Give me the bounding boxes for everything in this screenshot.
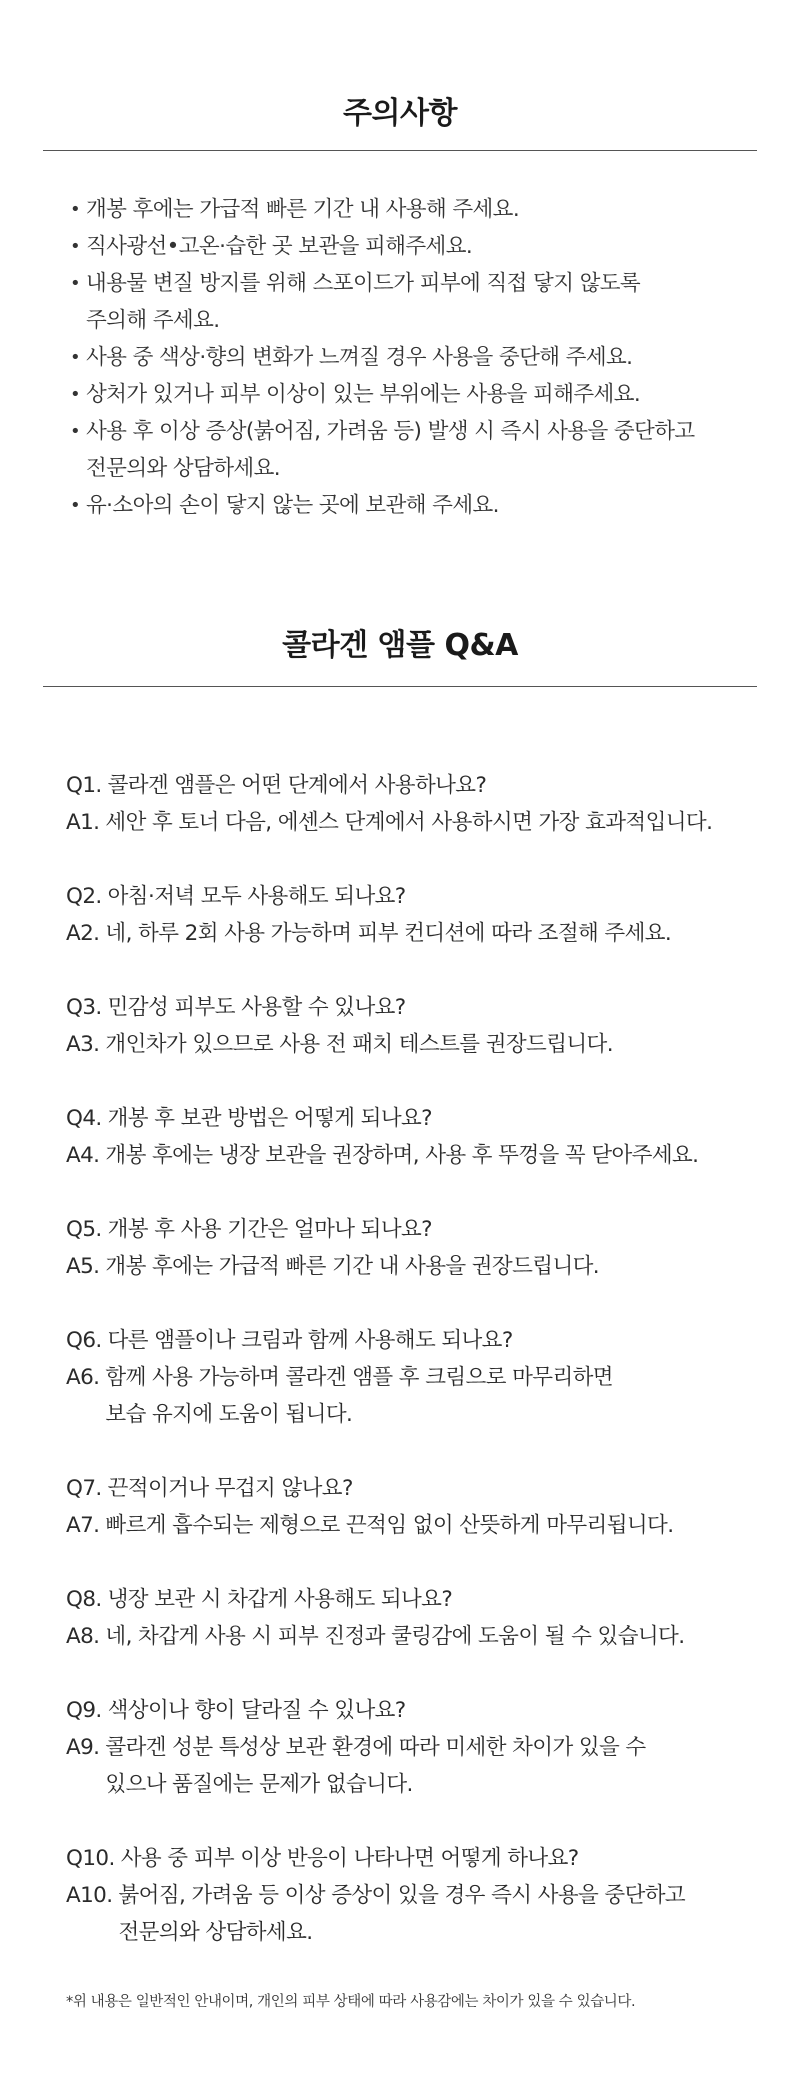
- qa-answer-number: A9.: [66, 1735, 100, 1760]
- qa-item: [66, 1840, 800, 1951]
- qa-answer-number: A8.: [66, 1624, 100, 1649]
- caution-item: [70, 265, 760, 339]
- qa-question-line: 색상이나 향이 달라질 수 있나요?: [107, 1698, 406, 1723]
- qa-answer-number: A3.: [66, 1032, 100, 1057]
- qa-question-line: 개봉 후 사용 기간은 얼마나 되나요?: [107, 1217, 432, 1242]
- caution-section-title: 주의사항: [343, 96, 457, 131]
- qa-question-line: 다른 앰플이나 크림과 함께 사용해도 되나요?: [107, 1328, 513, 1353]
- qa-question-number: Q10.: [66, 1846, 115, 1871]
- qa-answer-number: A2.: [66, 921, 100, 946]
- qa-answer: [66, 915, 800, 952]
- footnote: *위 내용은 일반적인 안내이며, 개인의 피부 상태에 따라 사용감에는 차이가 있을 수 있습니다.: [66, 1994, 636, 2010]
- caution-item: [70, 228, 760, 265]
- qa-answer: [66, 1026, 800, 1063]
- qa-answer-line: 네, 차갑게 사용 시 피부 진정과 쿨링감에 도움이 될 수 있습니다.: [105, 1624, 685, 1649]
- qa-answer-text: [105, 1137, 698, 1174]
- qa-question-text: [108, 989, 406, 1026]
- qa-answer: [66, 804, 800, 841]
- qa-question-text: [121, 1840, 579, 1877]
- qa-question-line: 냉장 보관 시 차갑게 사용해도 되나요?: [107, 1587, 453, 1612]
- caution-item-text: 직사광선•고온·습한 곳 보관을 피해주세요.: [86, 234, 473, 259]
- qa-question-text: [108, 1211, 432, 1248]
- qa-answer-number: A4.: [66, 1143, 100, 1168]
- qa-question-number: Q9.: [66, 1698, 102, 1723]
- qa-question-number: Q3.: [66, 995, 102, 1020]
- qa-question-number: Q8.: [66, 1587, 102, 1612]
- qa-item: [66, 1322, 800, 1433]
- qa-answer-text: [119, 1877, 686, 1951]
- qa-question: [66, 767, 800, 804]
- qa-question-text: [108, 878, 406, 915]
- caution-divider: [43, 150, 757, 151]
- bullet-icon: •: [70, 384, 81, 405]
- caution-item: [70, 191, 760, 228]
- qa-divider: [43, 686, 757, 687]
- qa-question-number: Q4.: [66, 1106, 102, 1131]
- qa-answer: [66, 1248, 800, 1285]
- qa-item: [66, 1211, 800, 1285]
- qa-answer-text: [105, 1618, 684, 1655]
- qa-item: [66, 767, 800, 841]
- bullet-icon: •: [70, 236, 81, 257]
- qa-answer-text: [105, 1026, 613, 1063]
- caution-item-text: 상처가 있거나 피부 이상이 있는 부위에는 사용을 피해주세요.: [86, 382, 641, 407]
- qa-answer: [66, 1507, 800, 1544]
- qa-answer-text: [105, 1248, 599, 1285]
- qa-question-text: [108, 1581, 453, 1618]
- qa-question: [66, 1211, 800, 1248]
- qa-question-line: 개봉 후 보관 방법은 어떻게 되나요?: [107, 1106, 432, 1131]
- caution-item: [70, 487, 760, 524]
- qa-question-text: [108, 1692, 406, 1729]
- qa-answer-line: 보습 유지에 도움이 됩니다.: [105, 1402, 353, 1427]
- qa-question: [66, 1470, 800, 1507]
- caution-item: [70, 413, 760, 487]
- qa-question-line: 민감성 피부도 사용할 수 있나요?: [107, 995, 406, 1020]
- qa-answer-line: 전문의와 상담하세요.: [118, 1920, 313, 1945]
- qa-answer-text: [105, 1729, 645, 1803]
- qa-answer-line: 개인차가 있으므로 사용 전 패치 테스트를 권장드립니다.: [105, 1032, 613, 1057]
- qa-answer-line: 함께 사용 가능하며 콜라겐 앰플 후 크림으로 마무리하면: [105, 1365, 613, 1390]
- qa-answer-line: 붉어짐, 가려움 등 이상 증상이 있을 경우 즉시 사용을 중단하고: [118, 1883, 686, 1908]
- qa-item: [66, 989, 800, 1063]
- qa-question: [66, 1100, 800, 1137]
- qa-question-line: 콜라겐 앰플은 어떤 단계에서 사용하나요?: [107, 773, 487, 798]
- qa-answer-line: 콜라겐 성분 특성상 보관 환경에 따라 미세한 차이가 있을 수: [105, 1735, 646, 1760]
- qa-answer-line: 있으나 품질에는 문제가 없습니다.: [105, 1772, 413, 1797]
- caution-item-text: 사용 중 색상·향의 변화가 느껴질 경우 사용을 중단해 주세요.: [86, 345, 633, 370]
- qa-question-number: Q6.: [66, 1328, 102, 1353]
- qa-answer-text: [105, 1359, 613, 1433]
- qa-answer-line: 세안 후 토너 다음, 에센스 단계에서 사용하시면 가장 효과적입니다.: [105, 810, 713, 835]
- qa-question: [66, 1581, 800, 1618]
- qa-answer: [66, 1359, 800, 1433]
- qa-question: [66, 1692, 800, 1729]
- qa-answer-text: [105, 915, 671, 952]
- qa-question-text: [108, 1470, 353, 1507]
- qa-question-number: Q7.: [66, 1476, 102, 1501]
- caution-item-text: 유·소아의 손이 닿지 않는 곳에 보관해 주세요.: [86, 493, 499, 518]
- qa-question-line: 아침·저녁 모두 사용해도 되나요?: [107, 884, 406, 909]
- qa-answer: [66, 1729, 800, 1803]
- qa-question-text: [108, 1100, 432, 1137]
- qa-answer-line: 개봉 후에는 냉장 보관을 권장하며, 사용 후 뚜껑을 꼭 닫아주세요.: [105, 1143, 699, 1168]
- caution-item: [70, 339, 760, 376]
- qa-item: [66, 878, 800, 952]
- qa-answer-number: A6.: [66, 1365, 100, 1390]
- bullet-icon: •: [70, 421, 81, 442]
- qa-answer-line: 빠르게 흡수되는 제형으로 끈적임 없이 산뜻하게 마무리됩니다.: [105, 1513, 674, 1538]
- qa-item: [66, 1581, 800, 1655]
- caution-item-text: 개봉 후에는 가급적 빠른 기간 내 사용해 주세요.: [86, 197, 520, 222]
- qa-answer: [66, 1618, 800, 1655]
- qa-answer-number: A7.: [66, 1513, 100, 1538]
- bullet-icon: •: [70, 199, 81, 220]
- bullet-icon: •: [70, 347, 81, 368]
- caution-list: [0, 191, 800, 524]
- qa-question-text: [108, 767, 487, 804]
- qa-question-line: 사용 중 피부 이상 반응이 나타나면 어떻게 하나요?: [120, 1846, 579, 1871]
- bullet-icon: •: [70, 273, 81, 294]
- qa-question-number: Q2.: [66, 884, 102, 909]
- qa-list: [0, 767, 800, 1951]
- qa-answer-line: 네, 하루 2회 사용 가능하며 피부 컨디션에 따라 조절해 주세요.: [105, 921, 672, 946]
- qa-answer: [66, 1877, 800, 1951]
- qa-section-title: 콜라겐 앰플 Q&A: [282, 628, 518, 663]
- qa-question-text: [108, 1322, 513, 1359]
- qa-answer-number: A10.: [66, 1883, 113, 1908]
- bullet-icon: •: [70, 495, 81, 516]
- qa-question: [66, 989, 800, 1026]
- qa-question-number: Q5.: [66, 1217, 102, 1242]
- caution-item-text: 내용물 변질 방지를 위해 스포이드가 피부에 직접 닿지 않도록: [86, 271, 641, 296]
- qa-answer-text: [105, 1507, 673, 1544]
- caution-item: [70, 376, 760, 413]
- qa-item: [66, 1470, 800, 1544]
- qa-answer-line: 개봉 후에는 가급적 빠른 기간 내 사용을 권장드립니다.: [105, 1254, 600, 1279]
- qa-question-number: Q1.: [66, 773, 102, 798]
- caution-item-text: 사용 후 이상 증상(붉어짐, 가려움 등) 발생 시 즉시 사용을 중단하고: [86, 419, 695, 444]
- qa-answer-text: [105, 804, 712, 841]
- qa-question: [66, 878, 800, 915]
- qa-answer-number: A1.: [66, 810, 100, 835]
- qa-answer: [66, 1137, 800, 1174]
- qa-question-line: 끈적이거나 무겁지 않나요?: [107, 1476, 353, 1501]
- caution-item-text: 주의해 주세요.: [86, 308, 220, 333]
- qa-item: [66, 1692, 800, 1803]
- caution-item-text: 전문의와 상담하세요.: [86, 456, 280, 481]
- qa-question: [66, 1322, 800, 1359]
- qa-question: [66, 1840, 800, 1877]
- qa-answer-number: A5.: [66, 1254, 100, 1279]
- qa-item: [66, 1100, 800, 1174]
